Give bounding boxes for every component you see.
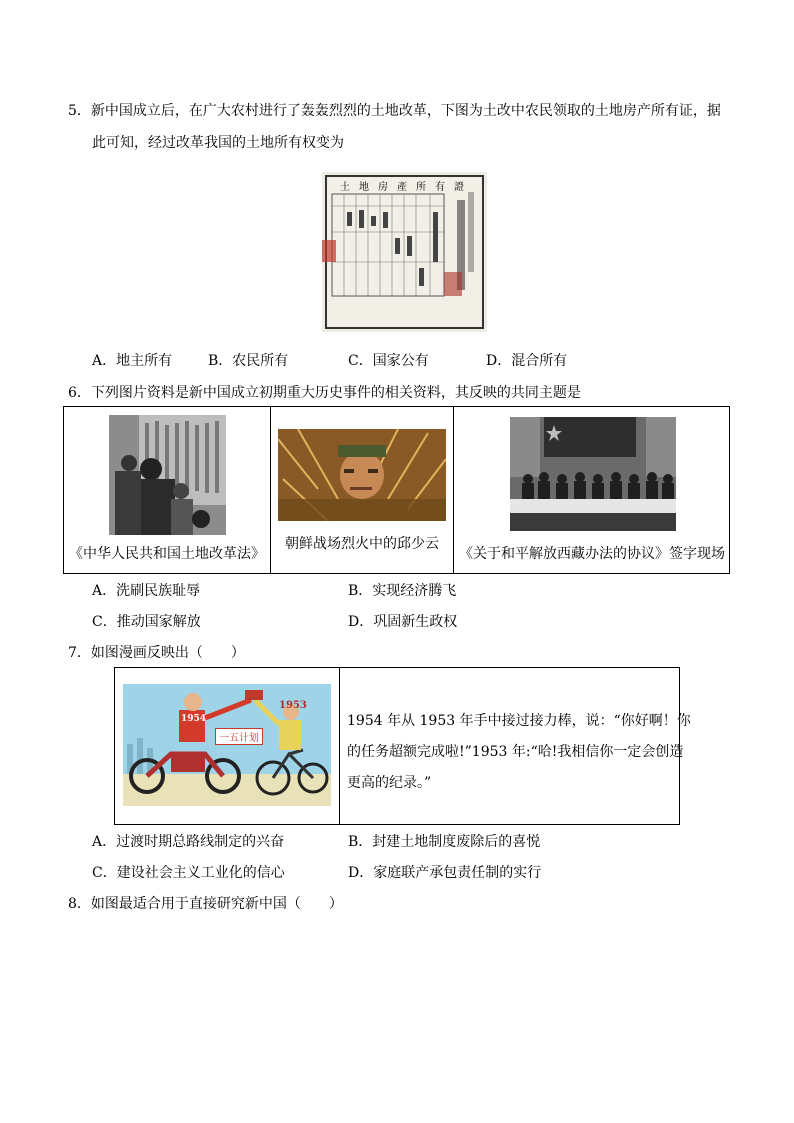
cartoon-banner-five-year-plan: 一五计划 [215,728,263,745]
q7-divider [339,668,340,824]
q5-stem-line1: 5．新中国成立后，在广大农村进行了轰轰烈烈的土地改革，下图为土改中农民领取的土地房产所有证，据 [68,103,721,119]
q5-option-b[interactable]: B．农民所有 [208,353,289,369]
q8-stem: 8．如图最适合用于直接研究新中国（ ） [68,896,343,912]
q6-image-table [63,406,730,574]
q7-option-d[interactable]: D．家庭联产承包责任制的实行 [348,865,542,881]
q7-quote-line3: 更高的纪录。” [347,775,432,791]
q5-option-c[interactable]: C．国家公有 [348,353,429,369]
tibet-agreement-photo [510,417,676,531]
q6-option-c[interactable]: C．推动国家解放 [92,614,201,630]
q7-quote-line2: 的任务超额完成啦!”1953 年:“哈!我相信你一定会创造 [347,744,684,760]
five-year-plan-cartoon [123,684,331,806]
land-reform-law-photo [109,415,226,535]
q5-option-d[interactable]: D．混合所有 [486,353,568,369]
cartoon-label-1953: 1953 [279,700,307,711]
q7-table [114,667,691,825]
q6-caption-qiu-shaoyun: 朝鲜战场烈火中的邱少云 [285,536,439,552]
q7-quote-text [347,706,691,799]
q7-option-a[interactable]: A．过渡时期总路线制定的兴奋 [92,834,285,850]
q7-quote-line1: 1954 年从 1953 年手中接过接力棒，说：“你好啊！你 [347,713,691,729]
qiu-shaoyun-painting [278,429,446,521]
q5-option-a[interactable]: A．地主所有 [92,353,173,369]
q6-caption-land-reform: 《中华人民共和国土地改革法》 [69,546,265,562]
q7-stem: 7．如图漫画反映出（ ） [68,645,245,661]
q6-option-d[interactable]: D．巩固新生政权 [348,614,458,630]
cartoon-label-1954: 1954 [181,714,207,724]
q7-option-b[interactable]: B．封建土地制度废除后的喜悦 [348,834,541,850]
certificate-header-text: 土地房產所有證 [340,182,473,193]
q7-option-c[interactable]: C．建设社会主义工业化的信心 [92,865,285,881]
q5-stem-line2: 此可知，经过改革我国的土地所有权变为 [92,135,344,151]
q6-stem: 6．下列图片资料是新中国成立初期重大历史事件的相关资料，其反映的共同主题是 [68,385,581,401]
q6-option-b[interactable]: B．实现经济腾飞 [348,583,457,599]
q6-caption-tibet: 《关于和平解放西藏办法的协议》签字现场 [459,546,725,562]
q6-option-a[interactable]: A．洗刷民族耻辱 [92,583,201,599]
land-certificate-image [322,172,487,332]
